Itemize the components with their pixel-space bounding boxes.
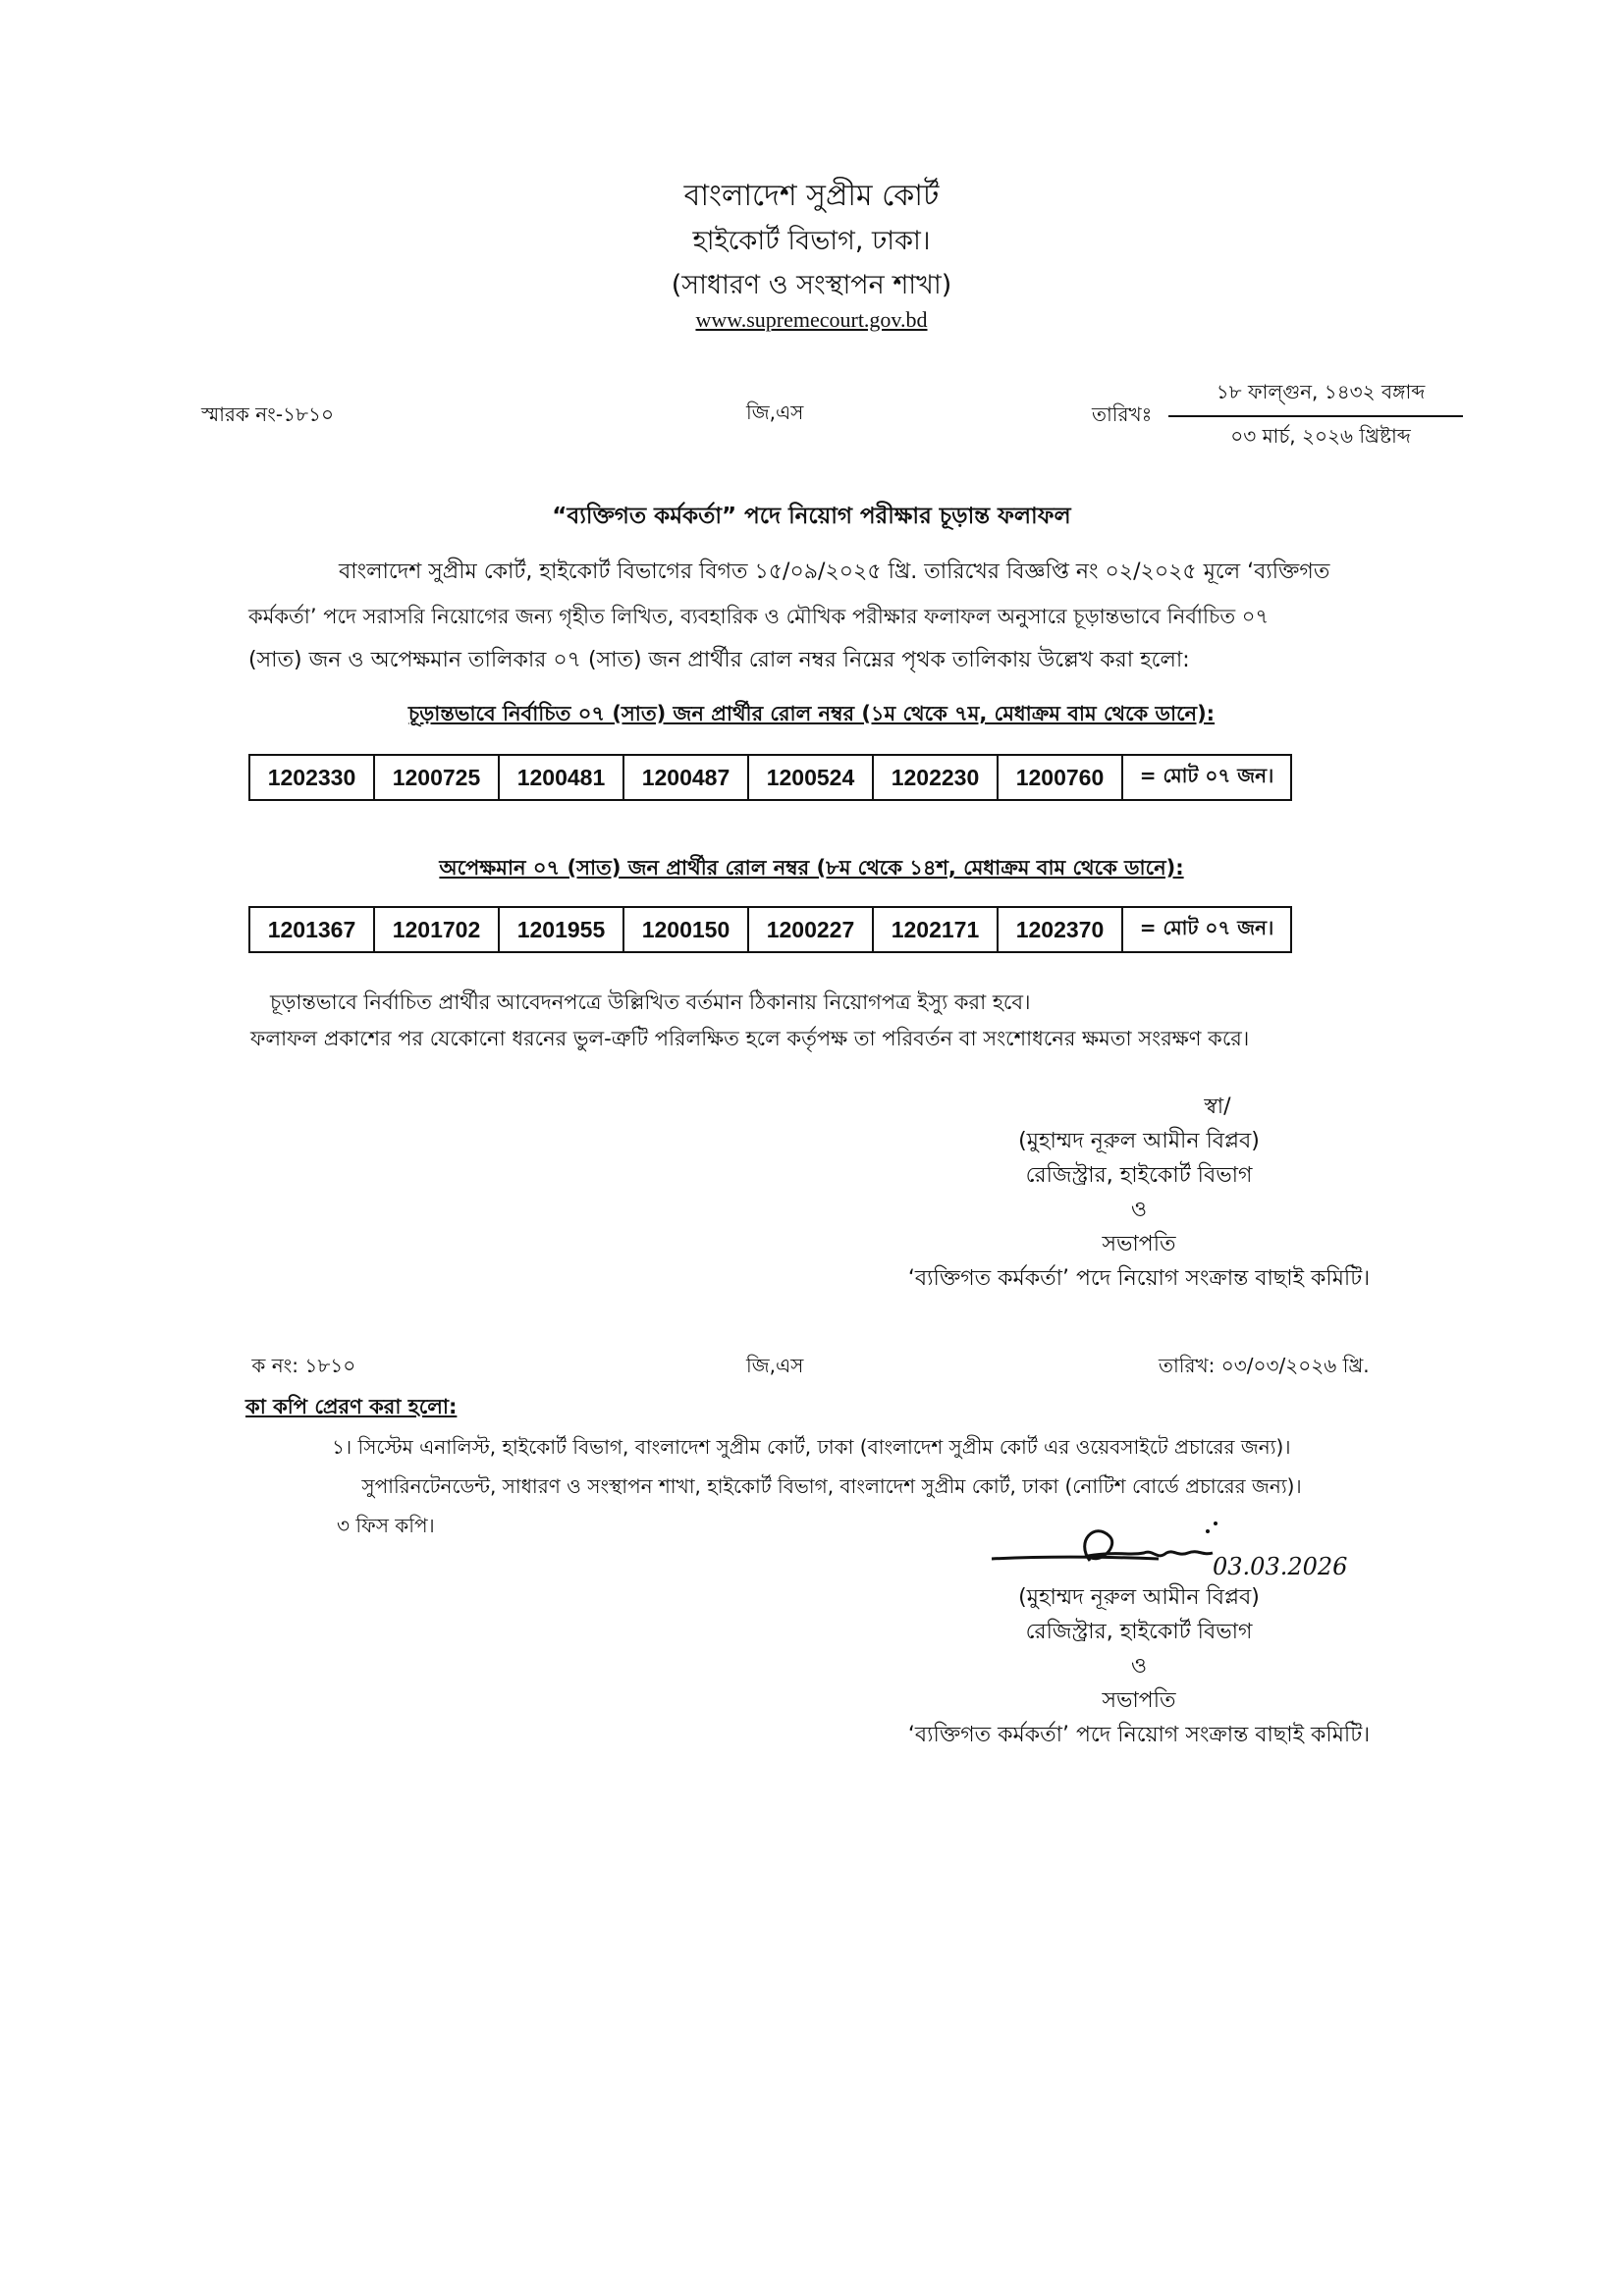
sign-mark: স্বা/ — [1204, 1095, 1231, 1119]
intro-line-1: বাংলাদেশ সুপ্রীম কোর্ট, হাইকোর্ট বিভাগের বিগত ১৫/০৯/২০২৫ খ্রি. তারিখের বিজ্ঞপ্তি নং ০২/২০২৫ মূলে ‘ব্যক্তিগত — [339, 560, 1330, 584]
date-divider — [1168, 415, 1463, 417]
signatory-role: সভাপতি — [1102, 1232, 1176, 1256]
memo2-section: জি,এস — [746, 1354, 804, 1377]
date-gregorian: ০৩ মার্চ, ২০২৬ খ্রিষ্টাব্দ — [1230, 424, 1411, 448]
selected-heading: চূড়ান্তভাবে নির্বাচিত ০৭ (সাত) জন প্রার্থীর রোল নম্বর (১ম থেকে ৭ম, মেধাক্রম বাম থেকে ডানে): — [407, 702, 1216, 725]
division-name: হাইকোর্ট বিভাগ, ঢাকা। — [692, 226, 931, 256]
roll-number: 1201702 — [374, 907, 499, 952]
roll-number: 1200725 — [374, 755, 499, 800]
roll-number: 1200524 — [748, 755, 873, 800]
roll-number: 1200487 — [623, 755, 748, 800]
roll-total: = মোট ০৭ জন। — [1122, 907, 1291, 952]
table-row — [249, 907, 1291, 952]
memo-reference: স্মারক নং-১৮১০ — [201, 402, 334, 426]
intro-line-3: (সাত) জন ও অপেক্ষমান তালিকার ০৭ (সাত) জন প্রার্থীর রোল নম্বর নিম্নের পৃথক তালিকায় উল্লেখ করা হলো: — [248, 648, 1190, 672]
table-row — [249, 755, 1291, 800]
date-label: তারিখঃ — [1092, 402, 1153, 426]
signatory-name: (মুহাম্মদ নূরুল আমীন বিপ্লব) — [1018, 1129, 1260, 1153]
org-name: বাংলাদেশ সুপ্রীম কোর্ট — [683, 179, 940, 213]
intro-line-2: কর্মকর্তা’ পদে সরাসরি নিয়োগের জন্য গৃহীত লিখিত, ব্যবহারিক ও মৌখিক পরীক্ষার ফলাফল অনুসারে চূড়ান্তভাবে নির্বাচিত ০৭ — [248, 605, 1270, 628]
roll-total: = মোট ০৭ জন। — [1122, 755, 1291, 800]
signatory-designation: রেজিস্ট্রার, হাইকোর্ট বিভাগ — [1025, 1620, 1253, 1644]
roll-number: 1202171 — [873, 907, 998, 952]
selected-roll-table — [248, 754, 1292, 801]
memo2-date: তারিখ: ০৩/০৩/২০২৬ খ্রি. — [1159, 1354, 1370, 1377]
signatory-role: সভাপতি — [1102, 1688, 1176, 1713]
roll-number: 1201955 — [499, 907, 623, 952]
note-2: ফলাফল প্রকাশের পর যেকোনো ধরনের ভুল-ত্রুটি পরিলক্ষিত হলে কর্তৃপক্ষ তা পরিবর্তন বা সংশোধনের ক্ষমতা সংরক্ষণ করে। — [250, 1027, 1250, 1050]
roll-number: 1200760 — [998, 755, 1122, 800]
branch-name: (সাধারণ ও সংস্থাপন শাখা) — [671, 270, 952, 300]
committee-name: ‘ব্যক্তিগত কর্মকর্তা’ পদে নিয়োগ সংক্রান্ত বাছাই কমিটি। — [907, 1723, 1371, 1747]
page-title: “ব্যক্তিগত কর্মকর্তা” পদে নিয়োগ পরীক্ষার চূড়ান্ত ফলাফল — [552, 504, 1071, 529]
roll-number: 1200227 — [748, 907, 873, 952]
date-bangla: ১৮ ফাল্গুন, ১৪৩২ বঙ্গাব্দ — [1216, 380, 1426, 403]
copy-item-3: ৩ ফিস কপি। — [337, 1514, 435, 1537]
roll-number: 1202230 — [873, 755, 998, 800]
signatory-name: (মুহাম্মদ নূরুল আমীন বিপ্লব) — [1018, 1585, 1260, 1610]
and-text: ও — [1130, 1654, 1148, 1679]
website-link[interactable]: www.supremecourt.gov.bd — [695, 307, 928, 332]
signature-block-1 — [864, 1090, 1414, 1296]
and-text: ও — [1130, 1198, 1148, 1222]
committee-name: ‘ব্যক্তিগত কর্মকর্তা’ পদে নিয়োগ সংক্রান্ত বাছাই কমিটি। — [907, 1266, 1371, 1291]
signatory-designation: রেজিস্ট্রার, হাইকোর্ট বিভাগ — [1025, 1163, 1253, 1188]
roll-number: 1202370 — [998, 907, 1122, 952]
signature-block-2 — [864, 1580, 1414, 1752]
note-1: চূড়ান্তভাবে নির্বাচিত প্রার্থীর আবেদনপত্রে উল্লিখিত বর্তমান ঠিকানায় নিয়োগপত্র ইস্যু করা হবে। — [270, 990, 1031, 1014]
roll-number: 1202330 — [249, 755, 374, 800]
memo-section: জি,এস — [746, 400, 804, 424]
memo2-reference: ‍ ক নং: ১৮১০ — [245, 1354, 356, 1377]
roll-number: 1200481 — [499, 755, 623, 800]
copy-heading: কা‍ কপি প্রেরণ করা হলো: — [245, 1395, 458, 1418]
roll-number: 1201367 — [249, 907, 374, 952]
copy-item-1: ১। সিস্টেম এনালিস্ট, হাইকোর্ট বিভাগ, বাংলাদেশ সুপ্রীম কোর্ট, ঢাকা (বাংলাদেশ সুপ্রীম কোর্ট এর ওয়েবসাইটে প্রচারের জন্য)। — [332, 1435, 1291, 1459]
waiting-heading: অপেক্ষমান ০৭ (সাত) জন প্রার্থীর রোল নম্বর (৮ম থেকে ১৪শ, মেধাক্রম বাম থেকে ডানে): — [439, 856, 1184, 880]
roll-number: 1200150 — [623, 907, 748, 952]
copy-item-2: ‍ সুপারিনটেনডেন্ট, সাধারণ ও সংস্থাপন শাখা, হাইকোর্ট বিভাগ, বাংলাদেশ সুপ্রীম কোর্ট, ঢাকা (নোটিশ বোর্ডে প্রচারের জন্য)। — [355, 1474, 1302, 1498]
signature-date: 03.03.2026 — [1213, 1553, 1348, 1580]
waiting-roll-table — [248, 906, 1292, 953]
